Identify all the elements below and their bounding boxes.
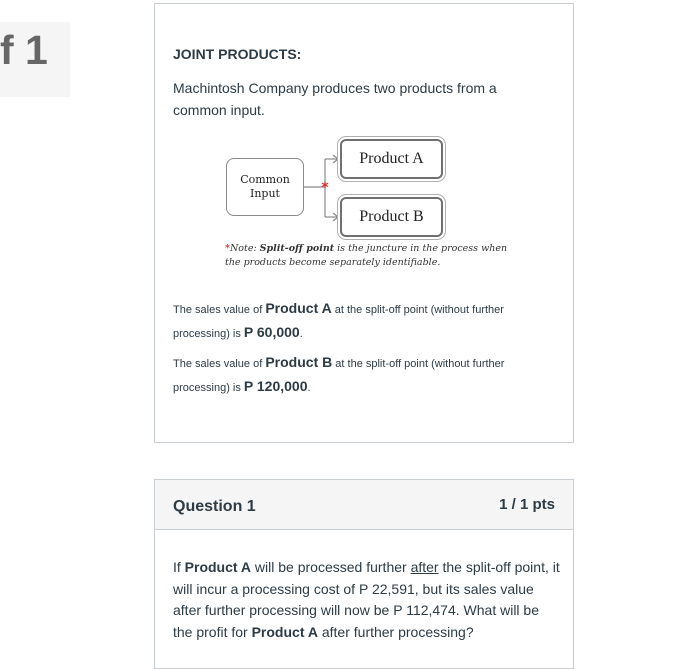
q-text-4: after further processing?: [317, 623, 474, 640]
para-a-value: P 60,000: [243, 324, 300, 340]
q-after: after: [410, 559, 439, 575]
question-title: Question 1: [173, 498, 256, 515]
product-a-box: [340, 139, 443, 179]
para-b-pre: The sales value of: [173, 358, 266, 370]
common-input-line1: Common: [240, 173, 290, 186]
para-a-mid: at the split-off point (without further processing) is: [173, 304, 504, 340]
para-a-product: Product A: [265, 300, 332, 316]
product-a-label: Product A: [359, 150, 424, 167]
split-off-note: [225, 242, 525, 270]
page-number-fragment: [0, 22, 70, 97]
para-a-end: .: [299, 328, 303, 340]
para-b-end: .: [307, 382, 311, 394]
para-b-value: P 120,000: [243, 378, 308, 394]
page-number-text: f 1: [0, 27, 48, 73]
product-b-box: [340, 197, 443, 237]
q-text-3: the split-off point, it will incur a processing cost of P 22,591, but its sales value after further processing will now be P 112,474. What will be the profit for: [173, 559, 560, 640]
joint-products-diagram: [219, 134, 519, 284]
q-product-2: Product A: [251, 623, 318, 640]
intro-text: Machintosh Company produces two products from a common input.: [173, 80, 497, 118]
product-b-sales-paragraph: [173, 351, 553, 399]
joint-products-card: [154, 3, 574, 443]
para-b-mid: at the split-off point (without further processing) is: [173, 358, 505, 394]
para-a-pre: The sales value of: [173, 304, 266, 316]
para-b-product: Product B: [265, 354, 333, 370]
question-points: 1 / 1 pts: [499, 496, 555, 513]
question-header: [155, 480, 573, 530]
note-prefix: Note:: [229, 243, 260, 254]
note-bold: Split-off point: [259, 243, 335, 254]
common-input-line2: Input: [250, 187, 280, 200]
split-off-marker: *: [321, 180, 329, 196]
q-text-2: will be processed further: [251, 559, 411, 575]
q-product-1: Product A: [184, 559, 252, 575]
product-a-sales-paragraph: [173, 297, 553, 345]
card-title: JOINT PRODUCTS:: [173, 46, 302, 62]
note-star: *: [225, 243, 230, 254]
note-rest: is the juncture in the process when the products become separately identifiable.: [225, 243, 508, 268]
common-input-box: [226, 158, 304, 216]
question-text: [173, 557, 561, 643]
q-text-1: If: [173, 559, 185, 575]
question-card: [154, 479, 574, 669]
product-b-label: Product B: [359, 208, 424, 225]
